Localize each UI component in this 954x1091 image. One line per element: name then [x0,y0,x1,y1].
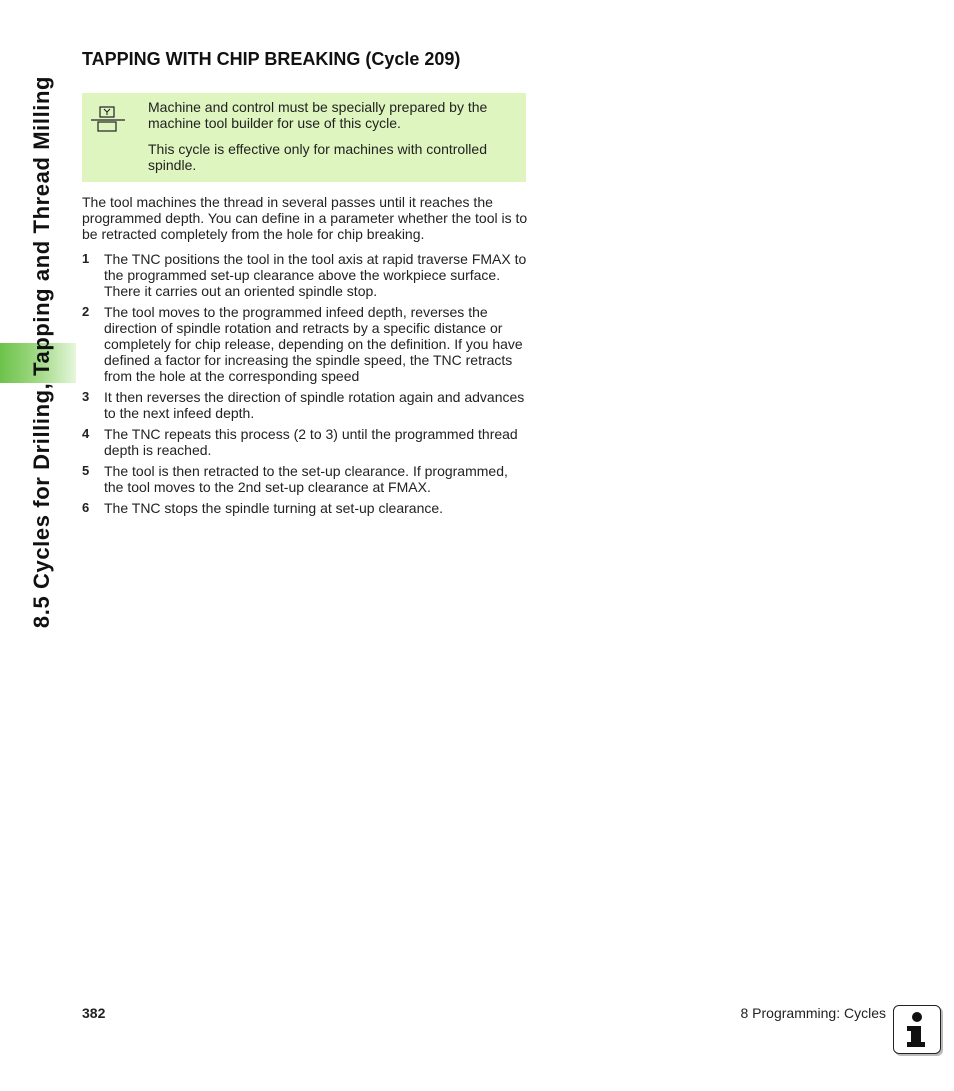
step-text: The tool moves to the programmed infeed depth, reverses the direction of spindle rotation and retracts by a specific distance or completely for chip release, depending on the definition. If you have defined a factor for increasing the spindle speed, the TNC retracts from the hole at the corresponding speed [104,304,523,384]
list-item [82,500,528,516]
step-number: 1 [82,251,90,266]
step-text: The TNC repeats this process (2 to 3) until the programmed thread depth is reached. [104,426,518,458]
page-number: 382 [82,1005,106,1021]
machine-icon [91,106,125,132]
list-item [82,304,528,384]
list-item [82,251,528,299]
chapter-label: 8 Programming: Cycles [740,1005,886,1021]
step-text: It then reverses the direction of spindle rotation again and advances to the next infeed depth. [104,389,525,421]
step-number: 2 [82,304,90,319]
step-text: The TNC positions the tool in the tool axis at rapid traverse FMAX to the programmed set-up clearance above the workpiece surface. There it carries out an oriented spindle stop. [104,251,527,299]
step-number: 5 [82,463,90,478]
note-paragraph-2: This cycle is effective only for machines with controlled spindle. [148,141,487,173]
steps-list [82,251,528,521]
note-paragraph-1: Machine and control must be specially prepared by the machine tool builder for use of this cycle. [148,99,488,131]
sidebar-title-text: 8.5 Cycles for Drilling, Tapping and Thread Milling [29,75,54,629]
step-number: 4 [82,426,90,441]
list-item [82,426,528,458]
list-item [82,463,528,495]
list-item [82,389,528,421]
step-number: 6 [82,500,90,515]
note-box [82,93,526,182]
step-text: The TNC stops the spindle turning at set-up clearance. [104,500,444,516]
intro-paragraph: The tool machines the thread in several passes until it reaches the programmed depth. You can define in a parameter whether the tool is to be retracted completely from the hole for chip breaking. [82,194,528,242]
info-icon [893,1005,941,1054]
section-title: TAPPING WITH CHIP BREAKING (Cycle 209) [82,49,461,69]
step-text: The tool is then retracted to the set-up clearance. If programmed, the tool moves to the 2nd set-up clearance at FMAX. [104,463,508,495]
step-number: 3 [82,389,90,404]
